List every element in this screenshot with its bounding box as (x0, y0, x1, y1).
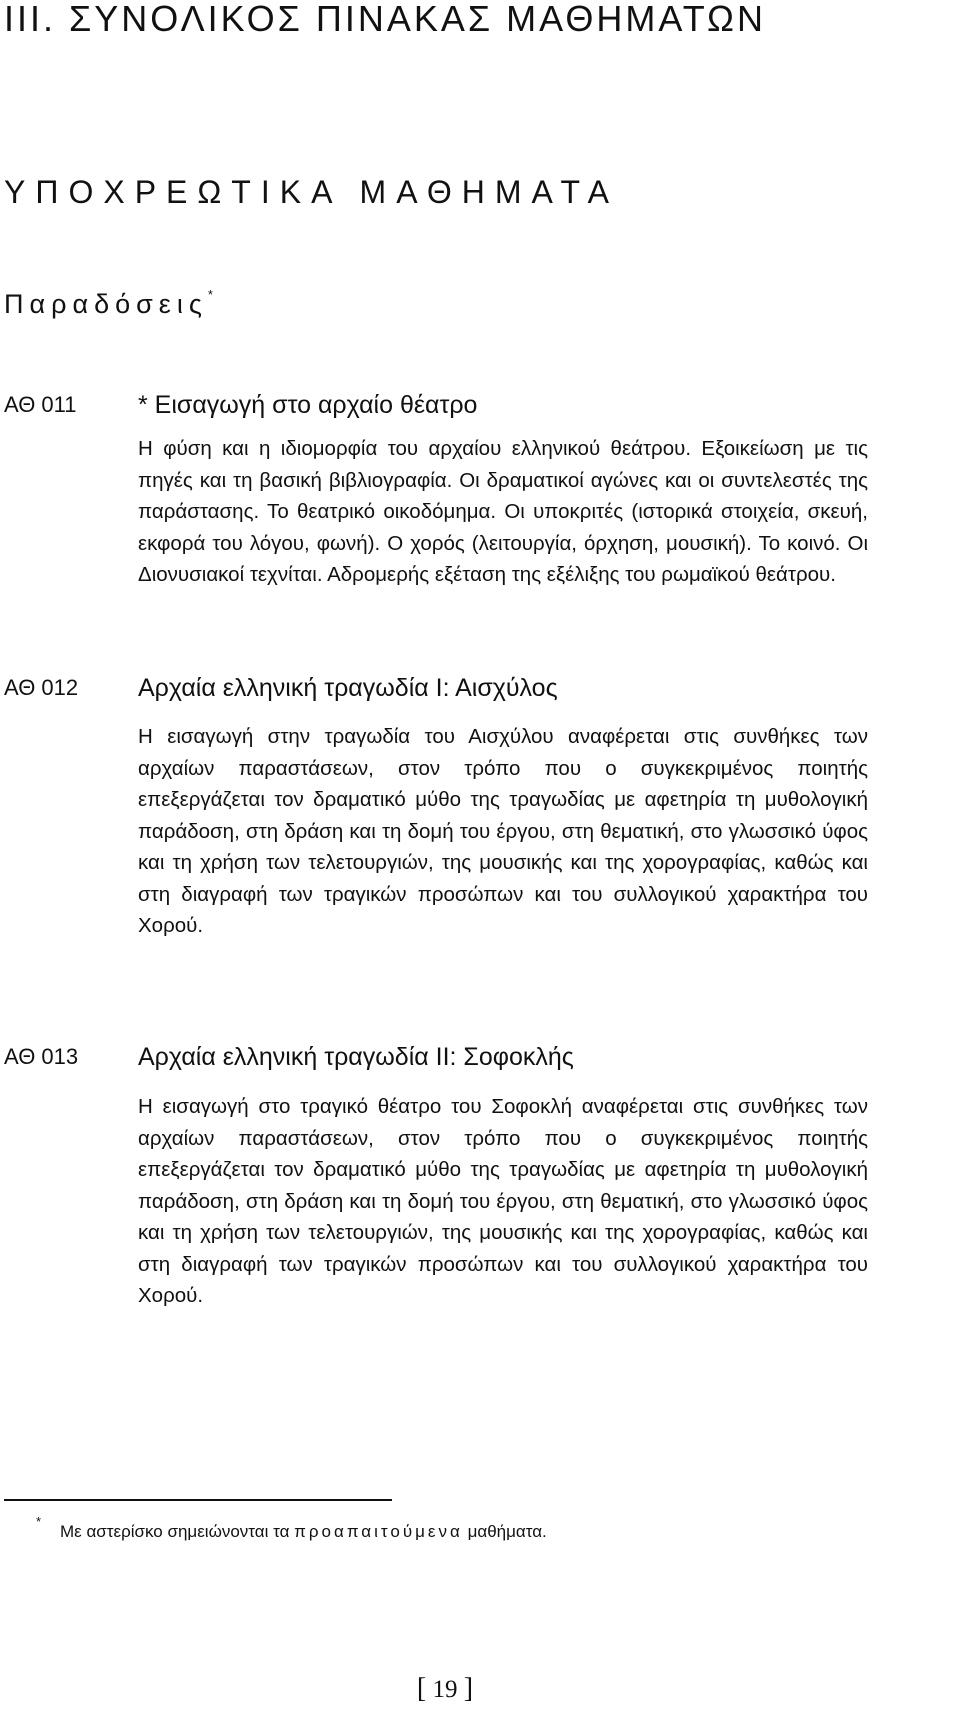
footnote-text-before: Με αστερίσκο σημειώνονται τα (60, 1522, 295, 1541)
course-title: Αρχαία ελληνική τραγωδία ΙΙ: Σοφοκλής (138, 1043, 574, 1071)
subsection-title (4, 282, 213, 321)
chapter-title: III. ΣΥΝΟΛΙΚΟΣ ΠΙΝΑΚΑΣ ΜΑΘΗΜΑΤΩΝ (4, 0, 766, 39)
course-title: * Εισαγωγή στο αρχαίο θέατρο (138, 391, 478, 419)
subsection-title-text: Παραδόσεις (4, 289, 208, 319)
page-number-bracket-open: [ (416, 1673, 427, 1704)
course-code: ΑΘ 012 (4, 675, 79, 700)
course-code: ΑΘ 011 (4, 392, 77, 417)
section-title: ΥΠΟΧΡΕΩΤΙΚΑ ΜΑΘΗΜΑΤΑ (4, 174, 620, 210)
page-number-value: 19 (432, 1676, 458, 1703)
subsection-footnote-mark: * (207, 287, 213, 302)
course-code: ΑΘ 013 (4, 1044, 79, 1069)
footnote-text-spaced: προαπαιτούμενα (294, 1522, 463, 1541)
page-number (0, 1673, 890, 1706)
course-description: Η φύση και η ιδιομορφία του αρχαίου ελληνικού θεάτρου. Εξοικείωση με τις πηγές και τη βασική βιβλιογραφία. Οι δραματικοί αγώνες και οι συντελεστές της παράστασης. Το θεατρικό οικοδόμημα. Οι υποκριτές (ιστορικά στοιχεία, σκευή, εκφορά του λόγου, φωνή). Ο χορός (λειτουργία, όρχηση, μουσική). Το κοινό. Οι Διονυσιακοί τεχνίται. Αδρομερής εξέταση της εξέλιξης του ρωμαϊκού θεάτρου. (138, 437, 868, 586)
course-description: Η εισαγωγή στην τραγωδία του Αισχύλου αναφέρεται στις συνθήκες των αρχαίων παραστάσεων, στον τρόπο που ο συγκεκριμένος ποιητής επεξεργάζεται τον δραματικό μύθο της τραγωδίας με αφετηρία τη μυθολογική παράδοση, στη δράση και τη δομή του έργου, στη θεματική, στο γλωσσικό ύφος και τη χρήση των τελετουργιών, της μουσικής και της χορογραφίας, καθώς και στη διαγραφή των τραγικών προσώπων και του συλλογικού χαρακτήρα του Χορού. (138, 725, 868, 937)
footnote-text-after: μαθήματα. (462, 1522, 547, 1541)
footnote-mark: * (36, 1514, 42, 1529)
footnote (36, 1514, 547, 1544)
course-description: Η εισαγωγή στο τραγικό θέατρο του Σοφοκλή αναφέρεται στις συνθήκες των αρχαίων παραστάσεων, στον τρόπο που ο συγκεκριμένος ποιητής επεξεργάζεται τον δραματικό μύθο της τραγωδίας με αφετηρία τη μυθολογική παράδοση, στη δράση και τη δομή του έργου, στη θεματική, στο γλωσσικό ύφος και τη χρήση των τελετουργιών, της μουσικής και της χορογραφίας, καθώς και στη διαγραφή των τραγικών προσώπων και του συλλογικού χαρακτήρα του Χορού. (138, 1095, 868, 1307)
page-number-bracket-close: ] (463, 1673, 474, 1704)
footnote-separator (4, 1499, 392, 1501)
course-title: Αρχαία ελληνική τραγωδία Ι: Αισχύλος (138, 674, 558, 702)
